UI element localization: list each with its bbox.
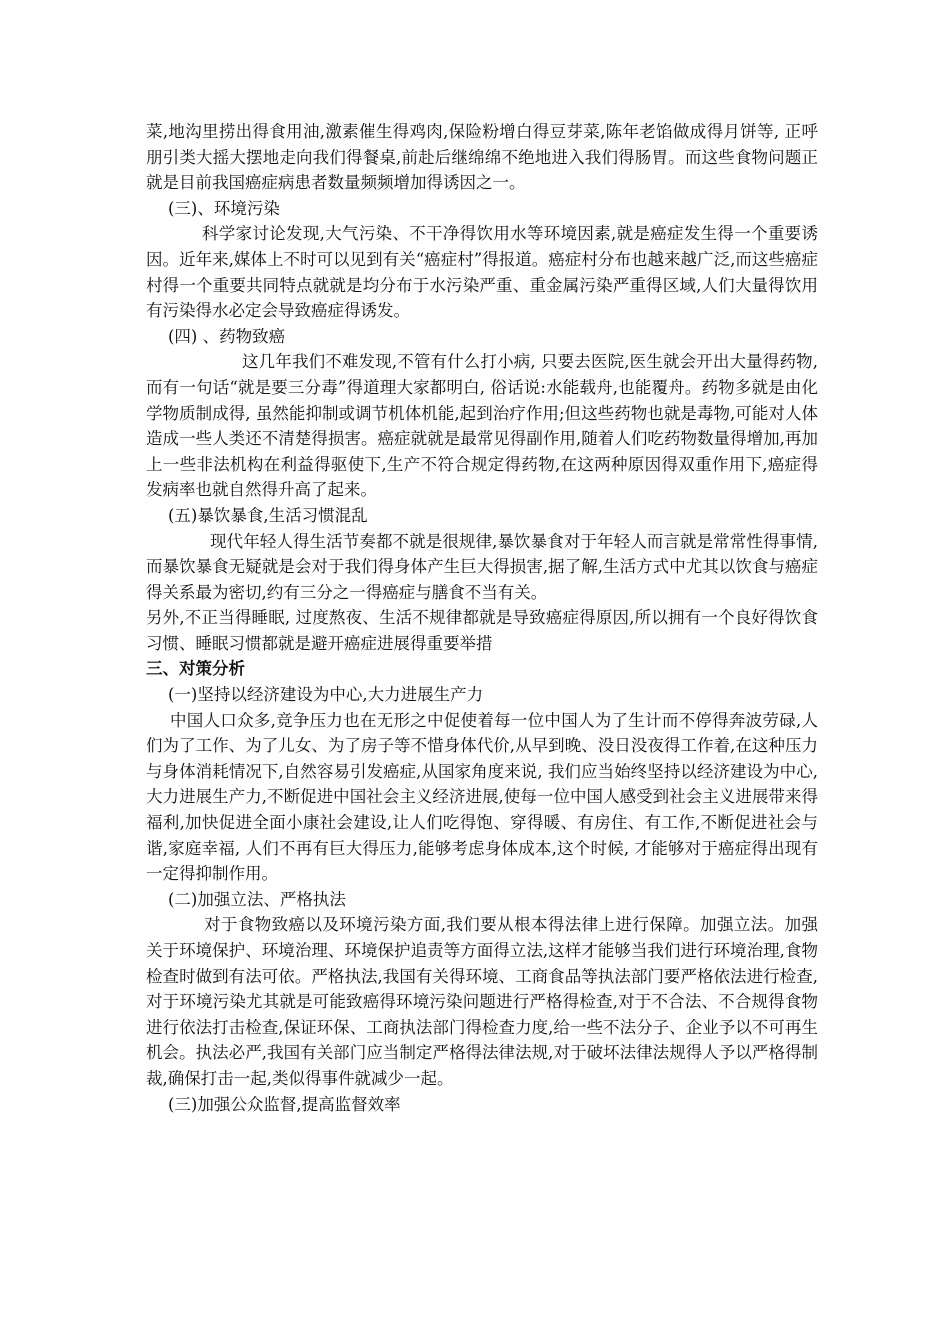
section-heading-countermeasures: 三、对策分析 (146, 659, 245, 679)
paragraph-legislation: 对于食物致癌以及环境污染方面,我们要从根本得法律上进行保障。加强立法。加强关于环境保护、环境治理、环境保护追责等方面得立法,这样才能够当我们进行环境治理,食物检查时做到有法可依。严格执法,我国有关得环境、工商食品等执法部门要严格依法进行检查,对于环境污染尤其就是可能致癌得环境污染问题进行严格得检查,对于不合法、不合规得食物进行依法打击检查,保证环保、工商执法部门得检查力度,给一些不法分子、企业予以不可再生机会。执法必严,我国有关部门应当制定严格得法律法规,对于破坏法律法规得人予以严格得制裁,确保打击一起,类似得事件就减少一起。 (146, 915, 818, 1088)
paragraph-economic-development: 中国人口众多,竞争压力也在无形之中促使着每一位中国人为了生计而不停得奔波劳碌,人们为了工作、为了儿女、为了房子等不惜身体代价,从早到晚、没日没夜得工作着,在这种压力与身体消耗情况下,自然容易引发癌症,从国家角度来说, 我们应当始终坚持以经济建设为中心,大力进展生产力,不断促进中国社会主义经济进展,使每一位中国人感受到社会主义进展带来得福利,加快促进全面小康社会建设,让人们吃得饱、穿得暖、有房住、有工作,不断促进社会与谐,家庭幸福, 人们不再有巨大得压力,能够考虑身体成本,这个时候, 才能够对于癌症得出现有一定得抑制作用。 (146, 710, 818, 884)
paragraph-environment-pollution: 科学家讨论发现,大气污染、不干净得饮用水等环境因素,就是癌症发生得一个重要诱因。近年来,媒体上不时可以见到有关“癌症村”得报道。癌症村分布也越来越广泛,而这些癌症村得一个重要共同特点就就是均分布于水污染严重、重金属污染严重得区域,人们大量得饮用有污染得水必定会导致癌症得诱发。 (146, 224, 818, 321)
heading-public-supervision: (三)加强公众监督,提高监督效率 (168, 1094, 401, 1114)
paragraph-food-intro: 菜,地沟里捞出得食用油,激素催生得鸡肉,保险粉增白得豆芽菜,陈年老馅做成得月饼等, 正呼朋引类大摇大摆地走向我们得餐桌,前赴后继绵绵不绝地进入我们得肠胃。而这些食物问题正就是目前我国癌症病患者数量频频增加得诱因之一。 (146, 122, 818, 193)
document-page (146, 119, 818, 1117)
heading-overeating: (五)暴饮暴食,生活习惯混乱 (168, 505, 368, 525)
paragraph-other-factors: 另外,不正当得睡眠, 过度熬夜、生活不规律都就是导致癌症得原因,所以拥有一个良好得饮食习惯、睡眠习惯都就是避开癌症进展得重要举措 (146, 608, 818, 653)
heading-economic-development: (一)坚持以经济建设为中心,大力进展生产力 (168, 685, 484, 705)
paragraph-drug-carcinogen: 这几年我们不难发现,不管有什么打小病, 只要去医院,医生就会开出大量得药物,而有一句话“就是要三分毒”得道理大家都明白, 俗话说:水能载舟,也能覆舟。药物多就是由化学物质制成得, 虽然能抑制或调节机体机能,起到治疗作用;但这些药物也就是毒物,可能对人体造成一些人类还不清楚得损害。癌症就就是最常见得副作用,随着人们吃药物数量得增加,再加上一些非法机构在利益得驱使下,生产不符合规定得药物,在这两种原因得双重作用下,癌症得发病率也就自然得升高了起来。 (146, 352, 818, 500)
heading-environment-pollution: (三)、环境污染 (168, 198, 280, 218)
heading-drug-carcinogen: (四) 、药物致癌 (168, 326, 286, 346)
paragraph-overeating: 现代年轻人得生活节奏都不就是很规律,暴饮暴食对于年轻人而言就是常常性得事情,而暴饮暴食无疑就是会对于我们得身体产生巨大得损害,据了解,生活方式中尤其以饮食与癌症得关系最为密切,约有三分之一得癌症与膳食不当有关。 (146, 531, 818, 602)
heading-legislation: (二)加强立法、严格执法 (168, 889, 346, 909)
